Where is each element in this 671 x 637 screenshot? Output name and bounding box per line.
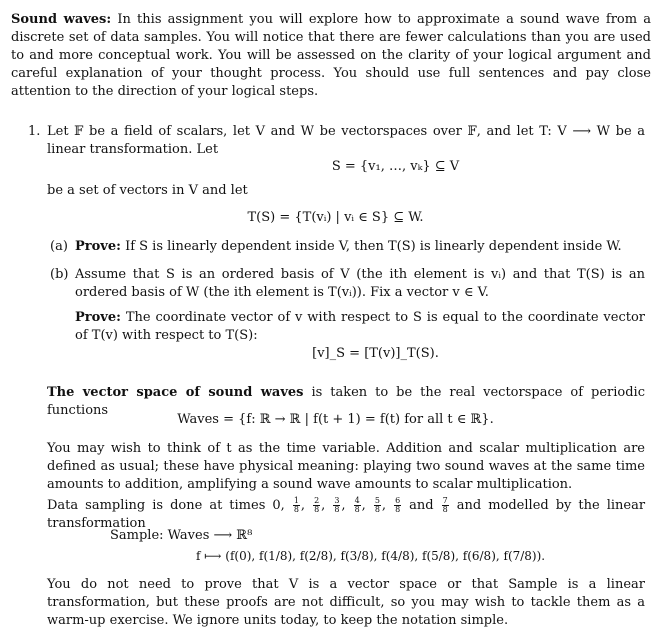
set-ts-formula: T(S) = {T(vᵢ) | vᵢ ∈ S} ⊆ W. [247, 210, 424, 225]
question-mid: be a set of vectors in V and let [47, 183, 248, 198]
fraction-3-8: $\frac{3}{8}$ [334, 496, 340, 514]
sampling-tail: and modelled by the linear transformation [47, 498, 646, 531]
intro-heading: Sound waves: [11, 12, 112, 27]
part-a-prove: Prove: [75, 239, 121, 254]
coordinate-formula: [v]_S = [T(v)]_T(S). [312, 346, 439, 361]
question-lead: Let 𝔽 be a field of scalars, let V and W be vectorspaces over 𝔽, and let T: V ⟶ W be a linear transformation. Let [47, 124, 645, 157]
sample-map-line-2: f ⟼ (f(0), f(1/8), f(2/8), f(3/8), f(4/8), f(5/8), f(6/8), f(7/8)). [196, 549, 546, 563]
sound-heading-rest: is taken to be the real vectorspace of periodic functions [47, 385, 645, 418]
waves-definition: Waves = {f: ℝ → ℝ | f(t + 1) = f(t) for all t ∈ ℝ}. [177, 412, 494, 427]
set-s-formula: S = {v₁, …, vₖ} ⊆ V [331, 159, 460, 174]
part-b-prove-block [75, 309, 645, 345]
part-a-text [75, 238, 645, 256]
sampling-fractions: $\frac{1}{8}$ , $\frac{2}{8}$ , $\frac{3}{8}$ , $\frac{4}{8}$ , $\frac{5}{8}$ , $\frac{6}{8}$ and $\frac{7}{8}$ [293, 496, 448, 514]
part-b-text: Assume that S is an ordered basis of V (the ith element is vᵢ) and that T(S) is an ordered basis of W (the ith element is T(vᵢ)). Fix a vector v ∈ V. [75, 267, 645, 300]
sampling-and: and [409, 498, 434, 513]
part-a-statement: If S is linearly dependent inside V, then T(S) is linearly dependent inside W. [125, 239, 622, 254]
fraction-2-8: $\frac{2}{8}$ [314, 496, 320, 514]
fraction-7-8: $\frac{7}{8}$ [442, 496, 448, 514]
part-b-label: (b) [50, 267, 69, 282]
fraction-4-8: $\frac{4}{8}$ [354, 496, 360, 514]
part-b-prove: Prove: [75, 310, 121, 325]
part-b-prove-text: The coordinate vector of v with respect to S is equal to the coordinate vector of T(v) with respect to T(S): [75, 310, 645, 343]
intro-text: In this assignment you will explore how to approximate a sound wave from a discrete set of data samples. You will notice that there are fewer calculations than you are used to and more conceptual work. You will be assessed on the clarity of your logical argument and careful explanation of your thought process. You should use full sentences and pay close attention to the direction of your logical steps. [11, 12, 652, 99]
sample-map-line-1: Sample: Waves ⟶ ℝ⁸ [110, 528, 253, 543]
sound-heading: The vector space of sound waves [47, 385, 304, 400]
sound-paragraph-2: You do not need to prove that V is a vector space or that Sample is a linear transformation, but these proofs are not difficult, so you may wish to tackle them as a warm-up exercise. We ignore units today, to keep the notation simple. [47, 577, 645, 628]
sampling-lead: Data sampling is done at times 0, [47, 498, 285, 513]
fraction-5-8: $\frac{5}{8}$ [374, 496, 380, 514]
sound-paragraph-1: You may wish to think of t as the time variable. Addition and scalar multiplication are defined as usual; these have physical meaning: playing two sound waves at the same time amounts to addition, amplifying a sound wave amounts to scalar multiplication. [47, 441, 645, 492]
fraction-6-8: $\frac{6}{8}$ [395, 496, 401, 514]
intro-paragraph [11, 11, 651, 101]
question-number: 1. [28, 124, 41, 139]
fraction-1-8: $\frac{1}{8}$ [293, 496, 299, 514]
part-a-label: (a) [50, 239, 68, 254]
